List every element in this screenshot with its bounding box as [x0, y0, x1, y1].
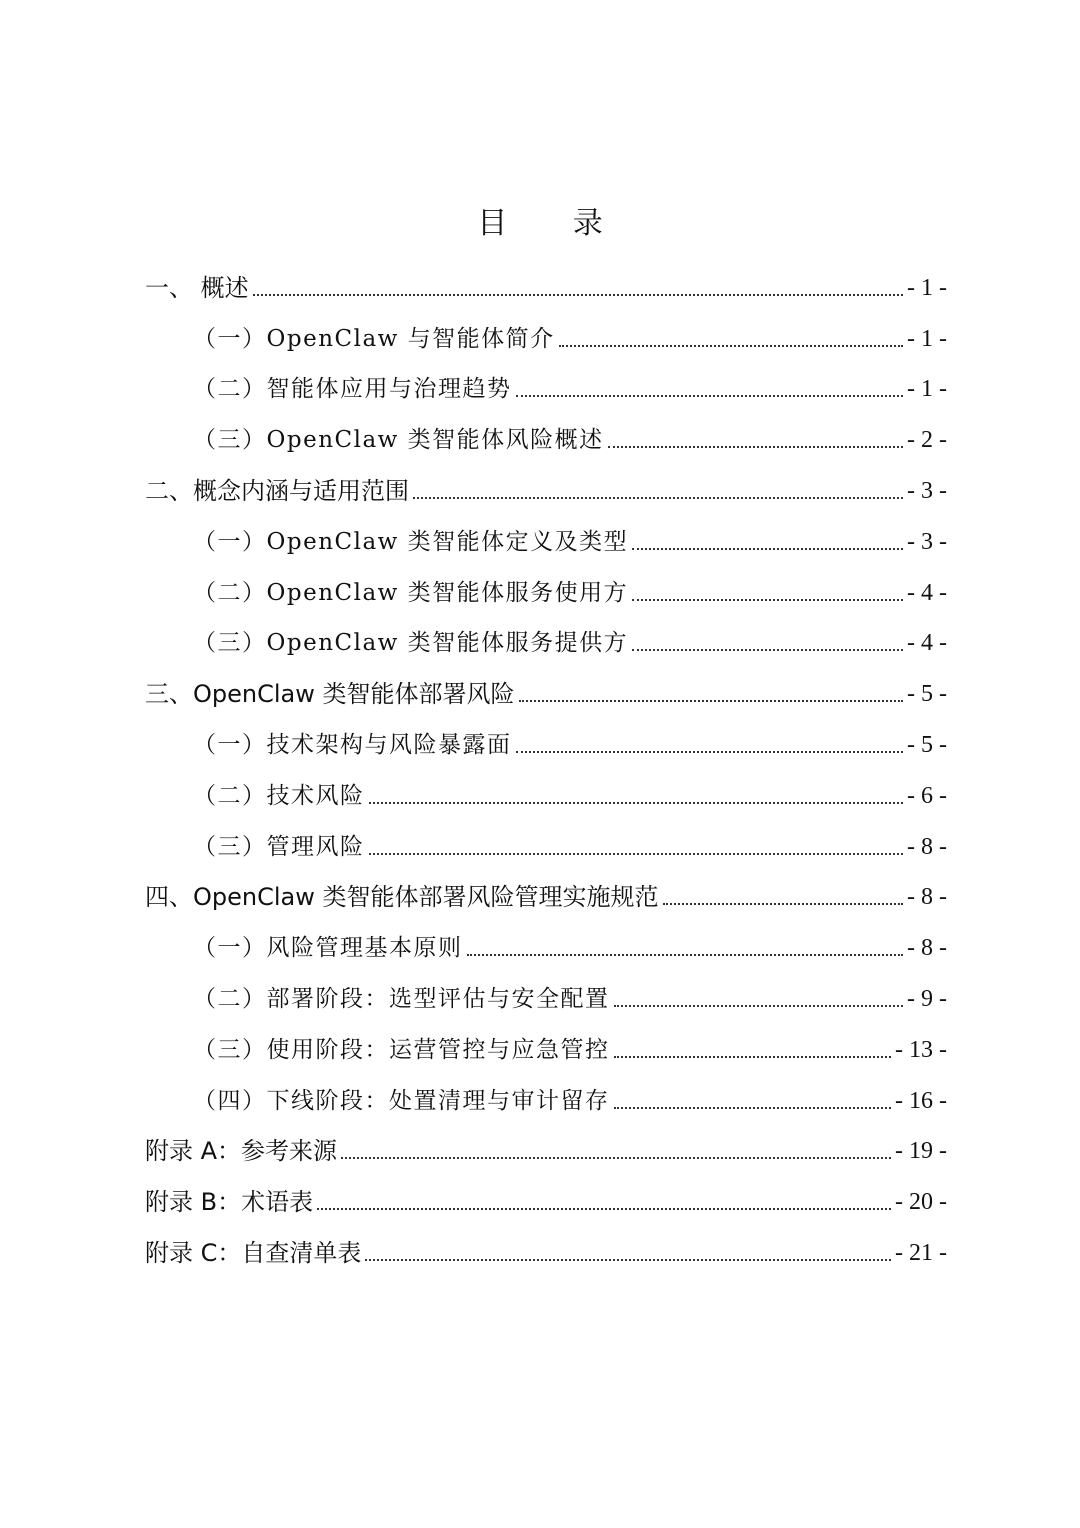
toc-dot-leader: [365, 1259, 891, 1261]
toc-entry-label: （二）OpenClaw 类智能体服务使用方: [193, 579, 629, 606]
toc-entry[interactable]: [145, 512, 947, 563]
toc-entry-label: 三、OpenClaw 类智能体部署风险: [145, 680, 515, 709]
toc-entry-label: （三）使用阶段：运营管控与应急管控: [193, 1036, 610, 1063]
toc-entry[interactable]: [145, 360, 947, 411]
toc-entry-label: （二）部署阶段：选型评估与安全配置: [193, 985, 610, 1012]
toc-entry[interactable]: [145, 817, 947, 868]
toc-entry-page-number: - 1 -: [907, 376, 947, 403]
toc-entry-page-number: - 8 -: [907, 935, 947, 962]
toc-entry[interactable]: [145, 563, 947, 614]
toc-dot-leader: [516, 395, 904, 397]
toc-dot-leader: [317, 1208, 891, 1210]
toc-entry[interactable]: [145, 1071, 947, 1122]
toc-entry[interactable]: [145, 461, 947, 512]
toc-entry-label: （一）风险管理基本原则: [193, 935, 463, 962]
toc-entry-label: （三）管理风险: [193, 833, 365, 860]
toc-entry-label: （一）技术架构与风险暴露面: [193, 731, 512, 758]
toc-entry[interactable]: [145, 918, 947, 969]
toc-entry-label: （三）OpenClaw 类智能体风险概述: [193, 427, 604, 454]
toc-entry[interactable]: [145, 614, 947, 665]
toc-dot-leader: [559, 345, 903, 347]
toc-dot-leader: [632, 548, 903, 550]
toc-entry-page-number: - 4 -: [907, 579, 947, 606]
toc-entry-page-number: - 3 -: [907, 528, 947, 555]
toc-entry-page-number: - 3 -: [907, 477, 947, 504]
toc-entry[interactable]: [145, 868, 947, 919]
toc-dot-leader: [663, 903, 904, 905]
toc-entry-label: （一）OpenClaw 与智能体简介: [193, 325, 555, 352]
toc-entry-label: （一）OpenClaw 类智能体定义及类型: [193, 528, 629, 555]
toc-title: 目 录: [477, 206, 631, 241]
toc-dot-leader: [608, 446, 903, 448]
toc-entry[interactable]: [145, 309, 947, 360]
toc-entry-page-number: - 13 -: [895, 1036, 947, 1063]
toc-entry-label: 附录 A：参考来源: [145, 1137, 338, 1166]
toc-entry-label: 二、概念内涵与适用范围: [145, 476, 409, 505]
toc-dot-leader: [369, 853, 904, 855]
toc-entry-label: （四）下线阶段：处置清理与审计留存: [193, 1087, 610, 1114]
toc-entry[interactable]: [145, 258, 947, 309]
toc-dot-leader: [632, 649, 903, 651]
toc-list: [145, 258, 947, 1274]
toc-dot-leader: [614, 1056, 892, 1058]
toc-entry-page-number: - 9 -: [907, 985, 947, 1012]
toc-dot-leader: [341, 1157, 891, 1159]
toc-entry-page-number: - 8 -: [907, 884, 947, 911]
toc-entry-page-number: - 5 -: [907, 681, 947, 708]
toc-dot-leader: [369, 802, 904, 804]
toc-dot-leader: [516, 751, 904, 753]
toc-dot-leader: [632, 599, 903, 601]
toc-entry-page-number: - 4 -: [907, 630, 947, 657]
toc-entry-page-number: - 21 -: [895, 1239, 947, 1266]
toc-entry[interactable]: [145, 410, 947, 461]
toc-entry-page-number: - 19 -: [895, 1138, 947, 1165]
toc-entry[interactable]: [145, 664, 947, 715]
toc-entry-page-number: - 8 -: [907, 833, 947, 860]
toc-entry-page-number: - 1 -: [907, 325, 947, 352]
toc-entry[interactable]: [145, 766, 947, 817]
toc-entry[interactable]: [145, 1122, 947, 1173]
toc-dot-leader: [614, 1107, 892, 1109]
toc-entry-page-number: - 16 -: [895, 1087, 947, 1114]
toc-dot-leader: [467, 954, 904, 956]
toc-entry-label: 附录 C：自查清单表: [145, 1238, 362, 1267]
toc-entry[interactable]: [145, 1172, 947, 1223]
toc-entry-page-number: - 6 -: [907, 782, 947, 809]
toc-entry-label: （三）OpenClaw 类智能体服务提供方: [193, 630, 629, 657]
toc-entry-page-number: - 1 -: [907, 274, 947, 301]
toc-entry-label: 附录 B：术语表: [145, 1188, 314, 1217]
toc-entry[interactable]: [145, 1020, 947, 1071]
toc-entry-label: （二）技术风险: [193, 782, 365, 809]
toc-entry-page-number: - 20 -: [895, 1189, 947, 1216]
toc-dot-leader: [614, 1005, 904, 1007]
toc-entry-label: 一、 概述: [145, 273, 249, 302]
toc-entry-page-number: - 5 -: [907, 731, 947, 758]
toc-dot-leader: [519, 700, 904, 702]
toc-entry-label: 四、OpenClaw 类智能体部署风险管理实施规范: [145, 883, 659, 912]
toc-entry[interactable]: [145, 1223, 947, 1274]
toc-dot-leader: [253, 294, 903, 296]
toc-entry-label: （二）智能体应用与治理趋势: [193, 376, 512, 403]
toc-entry[interactable]: [145, 969, 947, 1020]
toc-dot-leader: [413, 497, 903, 499]
toc-entry[interactable]: [145, 715, 947, 766]
toc-entry-page-number: - 2 -: [907, 427, 947, 454]
